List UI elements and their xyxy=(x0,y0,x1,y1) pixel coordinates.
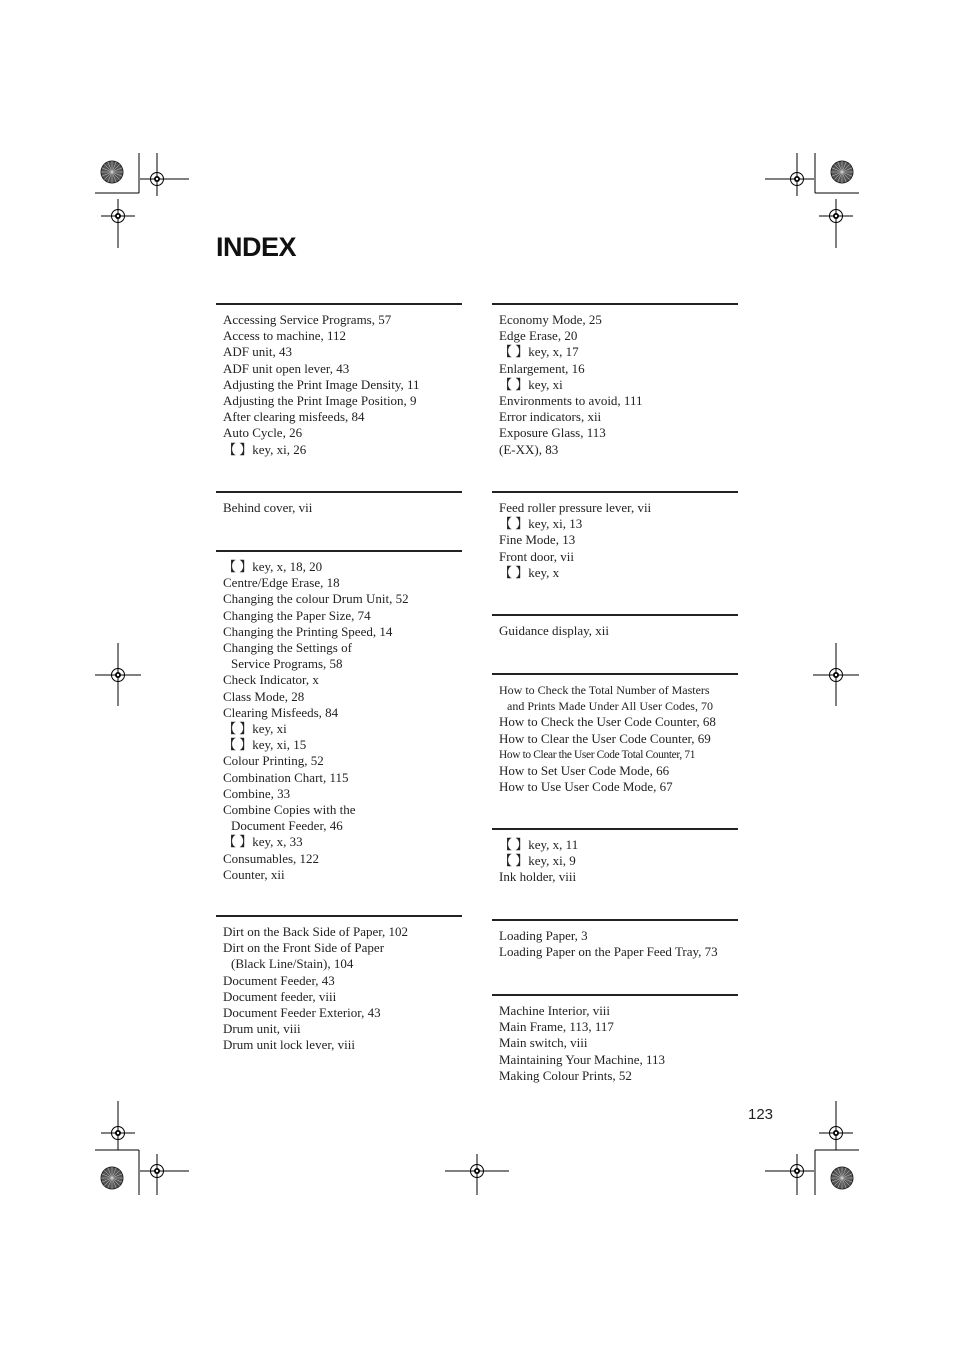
registration-mark-icon xyxy=(140,1154,174,1188)
index-entry: 【 】key, xi, 9 xyxy=(499,853,576,869)
index-entry: Fine Mode, 13 xyxy=(499,532,576,548)
index-entry: Drum unit, viii xyxy=(223,1021,301,1037)
index-entry: 【 】key, xi xyxy=(499,376,563,392)
index-entry: Exposure Glass, 113 xyxy=(499,425,606,441)
index-entry: (Black Line/Stain), 104 xyxy=(231,956,354,972)
index-entry: Colour Printing, 52 xyxy=(223,753,324,769)
registration-mark-icon xyxy=(819,658,853,692)
index-entry: How to Check the User Code Counter, 68 xyxy=(499,714,716,730)
registration-mark-icon xyxy=(780,1154,814,1188)
index-entry: 【 】key, x, 11 xyxy=(499,837,579,852)
index-entry: Ink holder, viii xyxy=(499,869,577,885)
index-entry: Changing the Settings of xyxy=(223,640,352,656)
index-entry: Loading Paper, 3 xyxy=(499,928,588,943)
page-number: 123 xyxy=(748,1106,774,1123)
index-entry: Main switch, viii xyxy=(499,1035,588,1051)
registration-mark-icon xyxy=(819,1116,853,1150)
index-entry: Check Indicator, x xyxy=(223,672,319,688)
index-entry: 【 】key, xi xyxy=(223,721,287,737)
index-entry: After clearing misfeeds, 84 xyxy=(223,409,365,425)
index-entry: Adjusting the Print Image Density, 11 xyxy=(223,376,420,392)
registration-mark-icon xyxy=(101,1116,135,1150)
index-entry: Service Programs, 58 xyxy=(231,656,343,672)
index-entry: Combine, 33 xyxy=(223,785,291,801)
index-entry: Accessing Service Programs, 57 xyxy=(223,312,392,327)
index-entry: 【 】key, x xyxy=(499,564,560,580)
starburst-mark-icon xyxy=(831,161,853,183)
index-entry: ADF unit, 43 xyxy=(223,344,292,360)
index-entry: (E-XX), 83 xyxy=(499,441,559,457)
index-entry: How to Check the Total Number of Masters xyxy=(499,683,710,697)
index-entry: Counter, xii xyxy=(223,866,285,882)
index-entry: Changing the colour Drum Unit, 52 xyxy=(223,591,409,607)
index-entry: Class Mode, 28 xyxy=(223,688,305,704)
index-entry: Maintaining Your Machine, 113 xyxy=(499,1051,665,1067)
index-entry: Front door, vii xyxy=(499,548,574,564)
index-entry: Making Colour Prints, 52 xyxy=(499,1067,632,1083)
index-entry: 【 】key, xi, 26 xyxy=(223,441,307,457)
index-entry: Edge Erase, 20 xyxy=(499,328,578,344)
index-entry: Drum unit lock lever, viii xyxy=(223,1037,355,1053)
index-entry: Main Frame, 113, 117 xyxy=(499,1019,614,1035)
index-entry: 【 】key, xi, 13 xyxy=(499,516,583,532)
index-entry: and Prints Made Under All User Codes, 70 xyxy=(507,699,713,714)
index-entry: Error indicators, xii xyxy=(499,409,602,425)
index-entry: ADF unit open lever, 43 xyxy=(223,360,350,376)
index-entry: 【 】key, x, 33 xyxy=(223,834,303,850)
index-entry: Environments to avoid, 111 xyxy=(499,393,643,409)
index-entry: How to Use User Code Mode, 67 xyxy=(499,779,673,795)
registration-mark-icon xyxy=(101,199,135,233)
index-entry: Dirt on the Back Side of Paper, 102 xyxy=(223,924,409,939)
index-entry: How to Clear the User Code Counter, 69 xyxy=(499,730,711,746)
index-entry: Auto Cycle, 26 xyxy=(223,425,303,441)
index-entry: Dirt on the Front Side of Paper xyxy=(223,940,385,956)
index-entry: Document Feeder, 43 xyxy=(223,972,335,988)
index-entry: Machine Interior, viii xyxy=(499,1003,611,1018)
index-entry: 【 】key, x, 17 xyxy=(499,344,579,360)
index-entry: How to Set User Code Mode, 66 xyxy=(499,763,670,779)
index-entry: Consumables, 122 xyxy=(223,850,320,866)
index-entry: Combine Copies with the xyxy=(223,802,356,818)
index-entry: 【 】key, x, 18, 20 xyxy=(223,559,323,574)
index-entry: Guidance display, xii xyxy=(499,623,609,638)
index-entry: Changing the Paper Size, 74 xyxy=(223,607,371,623)
starburst-mark-icon xyxy=(831,1167,853,1189)
index-entry: Behind cover, vii xyxy=(223,500,313,515)
registration-mark-icon xyxy=(460,1154,494,1188)
index-entry: Centre/Edge Erase, 18 xyxy=(223,575,340,591)
starburst-mark-icon xyxy=(101,161,123,183)
page-title: INDEX xyxy=(216,232,297,262)
index-entry: Changing the Printing Speed, 14 xyxy=(223,623,393,639)
index-entry: Combination Chart, 115 xyxy=(223,769,349,785)
index-entry: How to Clear the User Code Total Counter, 71 xyxy=(499,748,696,761)
index-entry: Loading Paper on the Paper Feed Tray, 73 xyxy=(499,944,718,960)
registration-mark-icon xyxy=(780,162,814,196)
index-entry: Document Feeder Exterior, 43 xyxy=(223,1005,381,1021)
registration-mark-icon xyxy=(101,658,135,692)
starburst-mark-icon xyxy=(101,1167,123,1189)
index-entry: Access to machine, 112 xyxy=(223,328,346,344)
index-entry: Document Feeder, 46 xyxy=(231,818,343,834)
index-entry: Economy Mode, 25 xyxy=(499,312,602,327)
registration-mark-icon xyxy=(140,162,174,196)
index-entry: Enlargement, 16 xyxy=(499,360,585,376)
index-entry: Clearing Misfeeds, 84 xyxy=(223,704,339,720)
index-entry: Document feeder, viii xyxy=(223,988,337,1004)
registration-mark-icon xyxy=(819,199,853,233)
index-entry: Adjusting the Print Image Position, 9 xyxy=(223,393,417,409)
index-entry: Feed roller pressure lever, vii xyxy=(499,500,652,515)
index-entry: 【 】key, xi, 15 xyxy=(223,737,307,753)
